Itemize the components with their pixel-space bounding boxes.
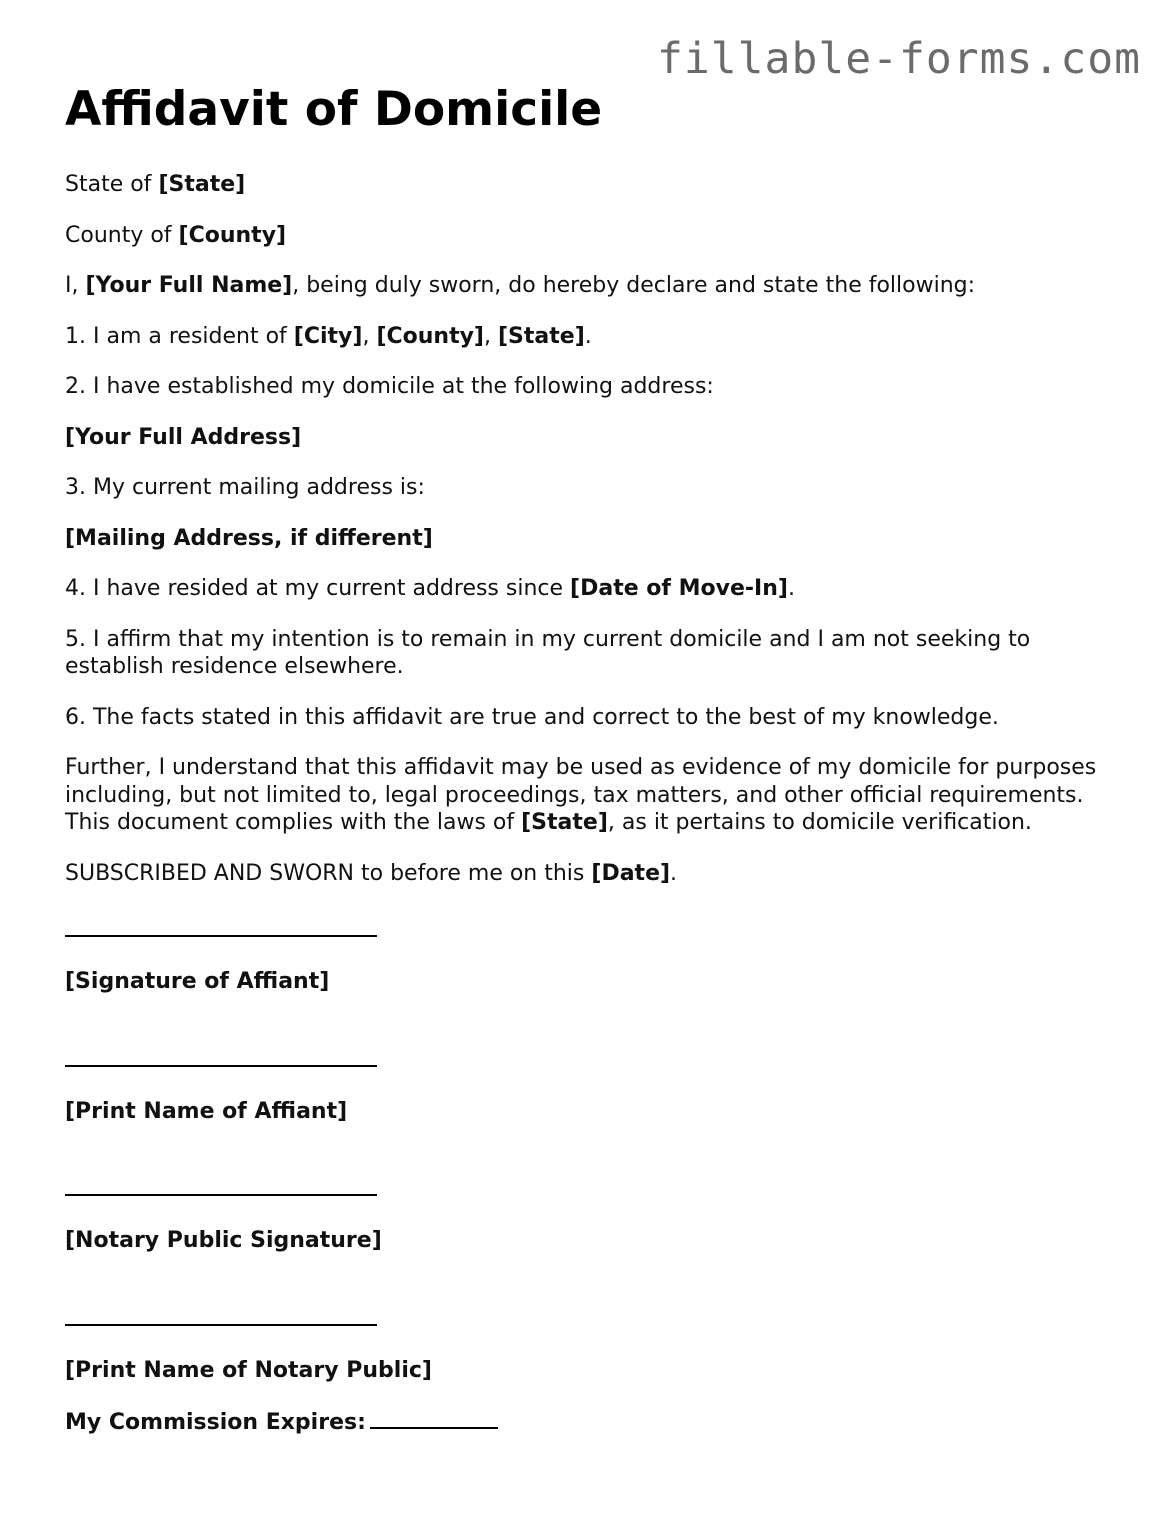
affiant-print-label: [Print Name of Affiant]: [65, 1098, 348, 1124]
county-prefix: County of: [65, 222, 179, 248]
intro-suffix: , being duly sworn, do hereby declare and state the following:: [292, 273, 976, 298]
sworn-date-field: [Date]: [591, 860, 671, 886]
mailing-address-value: [Mailing Address, if different]: [65, 525, 433, 551]
sworn-end: .: [670, 860, 678, 886]
affiant-signature-label: [Signature of Affiant]: [65, 969, 330, 994]
item-1-county-field: [County]: [376, 323, 484, 349]
intro-prefix: I,: [65, 273, 86, 298]
notary-signature-label: [Notary Public Signature]: [65, 1228, 382, 1253]
commission-label: My Commission Expires:: [65, 1410, 366, 1435]
sworn-prefix: SUBSCRIBED AND SWORN to before me on this: [65, 860, 592, 886]
commission-expires: [65, 1407, 1115, 1437]
item-3: 3. My current mailing address is:: [65, 475, 425, 500]
item-5: 5. I affirm that my intention is to remain in my current domicile and I am not seeking to establish residence elsewhere.: [65, 626, 1031, 679]
full-address-value: [Your Full Address]: [65, 424, 302, 450]
item-4-end: .: [787, 576, 795, 601]
further-suffix: , as it pertains to domicile verification.: [607, 810, 1032, 835]
full-address-field: [65, 424, 1115, 452]
notary-print-line[interactable]: [65, 1304, 377, 1326]
item-1-prefix: 1. I am a resident of: [65, 323, 294, 349]
further-statement: [65, 754, 1115, 837]
affiant-print-line[interactable]: [65, 1045, 377, 1067]
item-1-end: .: [584, 323, 592, 349]
affiant-signature-line[interactable]: [65, 915, 377, 937]
item-1-sep1: ,: [362, 323, 377, 349]
affidavit-body: [65, 171, 1115, 1460]
state-field: [State]: [158, 172, 246, 197]
city-field: [City]: [293, 323, 363, 349]
county-line: [65, 222, 1115, 250]
signature-block: [65, 915, 1115, 1437]
state-prefix: State of: [65, 172, 159, 197]
item-4: [65, 575, 1115, 603]
document-title: Affidavit of Domicile: [65, 82, 603, 137]
commission-date-line[interactable]: [370, 1407, 498, 1429]
item-1-sep2: ,: [484, 323, 498, 349]
item-2: 2. I have established my domicile at the following address:: [65, 374, 714, 399]
item-1: [65, 323, 1115, 351]
item-1-state-field: [State]: [498, 323, 585, 349]
county-field: [County]: [178, 222, 287, 248]
move-in-date-field: [Date of Move-In]: [570, 576, 788, 601]
item-4-prefix: 4. I have resided at my current address since: [65, 576, 571, 601]
further-state-field: [State]: [521, 810, 608, 835]
watermark: fillable-forms.com: [657, 34, 1141, 84]
notary-signature-line[interactable]: [65, 1174, 377, 1196]
sworn-statement: [65, 860, 1115, 888]
state-line: [65, 171, 1115, 199]
intro-statement: [65, 272, 1115, 300]
further-prefix: Further, I understand that this affidavit may be used as evidence of my domicile for purposes including, but not limited to, legal proceedings, tax matters, and other official requirements. This document complies with the laws of: [65, 755, 1097, 835]
item-6: 6. The facts stated in this affidavit are true and correct to the best of my knowledge.: [65, 704, 999, 730]
full-name-field: [Your Full Name]: [85, 273, 293, 298]
notary-print-label: [Print Name of Notary Public]: [65, 1357, 432, 1383]
mailing-address-field: [65, 525, 1115, 553]
